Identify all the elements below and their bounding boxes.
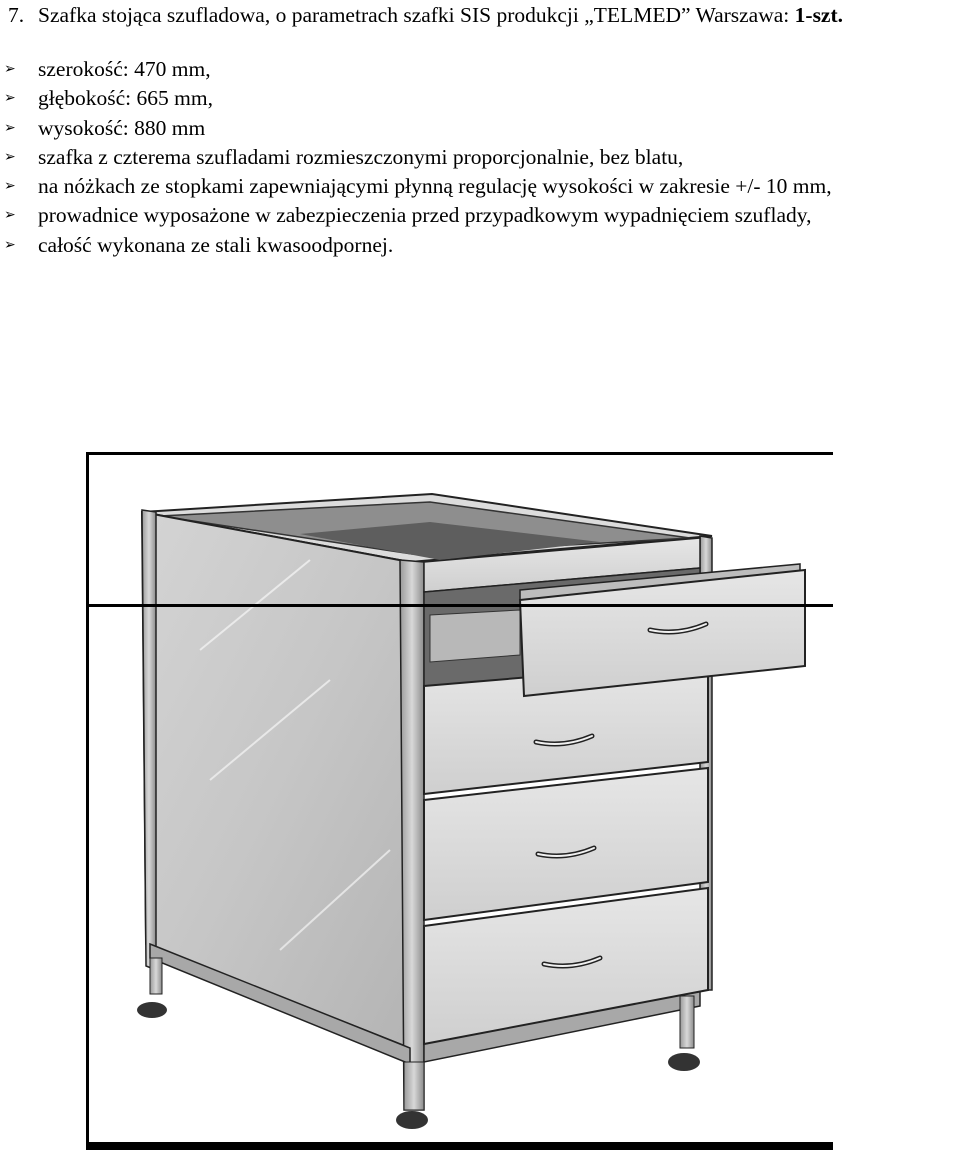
cabinet-illustration xyxy=(0,450,960,1150)
cabinet-post-front-left xyxy=(400,560,424,1110)
cabinet-post-back-left xyxy=(142,510,156,970)
cabinet-figure xyxy=(0,450,960,1150)
item-heading xyxy=(8,2,958,28)
spec-text: szafka z czterema szufladami rozmieszczonymi proporcjonalnie, bez blatu, xyxy=(38,144,684,169)
frame-left-line xyxy=(86,452,89,1150)
frame-top-line xyxy=(86,452,833,455)
cabinet-leg xyxy=(404,1062,424,1110)
leveling-foot xyxy=(137,1002,167,1018)
arrowhead-right-icon: ➢ xyxy=(4,91,16,107)
spec-item xyxy=(0,55,958,84)
arrowhead-right-icon: ➢ xyxy=(4,179,16,195)
arrowhead-right-icon: ➢ xyxy=(4,149,16,165)
item-title: Szafka stojąca szufladowa, o parametrach szafki SIS produkcji „TELMED” Warszawa: xyxy=(38,3,790,27)
leveling-foot xyxy=(396,1111,428,1129)
cabinet-leg xyxy=(680,996,694,1048)
arrowhead-right-icon: ➢ xyxy=(4,120,16,136)
item-quantity: 1-szt. xyxy=(794,3,844,27)
spec-item xyxy=(0,201,958,230)
spec-text: szerokość: 470 mm, xyxy=(38,57,211,81)
arrowhead-right-icon: ➢ xyxy=(4,62,16,77)
arrowhead-right-icon: ➢ xyxy=(4,208,16,224)
frame-bottom-line xyxy=(86,1142,833,1150)
spec-list xyxy=(0,55,958,260)
spec-item xyxy=(0,143,958,172)
reference-line xyxy=(86,604,833,607)
spec-text: głębokość: 665 mm, xyxy=(38,86,213,111)
spec-text: wysokość: 880 mm xyxy=(38,115,206,140)
spec-text: na nóżkach ze stopkami zapewniającymi płynną regulację wysokości w zakresie +/- 10 mm, xyxy=(38,174,832,199)
arrowhead-right-icon: ➢ xyxy=(4,237,16,253)
item-number: 7. xyxy=(8,3,25,27)
spec-item xyxy=(0,114,958,143)
spec-item xyxy=(0,231,958,260)
spec-item xyxy=(0,172,958,201)
drawer-slide-rail xyxy=(430,610,520,662)
spec-text: prowadnice wyposażone w zabezpieczenia przed przypadkowym wypadnięciem szuflady, xyxy=(38,203,812,228)
leveling-foot xyxy=(668,1053,700,1071)
spec-text: całość wykonana ze stali kwasoodpornej. xyxy=(38,232,394,257)
spec-item xyxy=(0,84,958,113)
cabinet-leg xyxy=(150,958,162,994)
